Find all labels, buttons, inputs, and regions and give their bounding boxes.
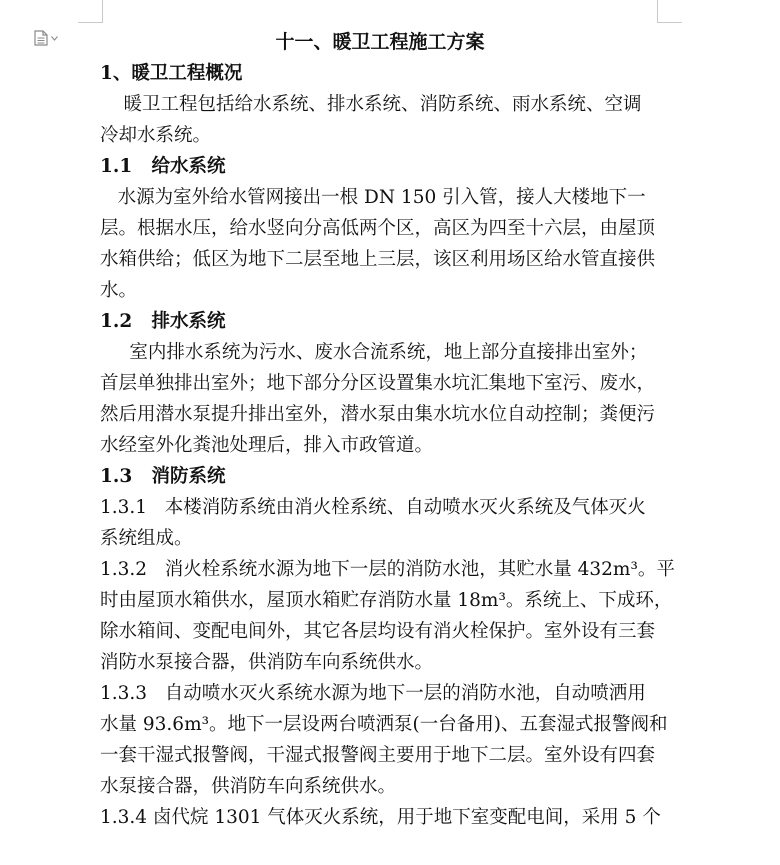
paragraph-water-supply [100, 182, 660, 306]
text-line: 然后用潜水泵提升排出室外，潜水泵由集水坑水位自动控制；粪便污 [100, 404, 656, 425]
paragraph-intro [100, 89, 660, 151]
paragraph-1-3-3 [100, 678, 668, 802]
text-line: 水箱供给；低区为地下二层至地上三层，该区利用场区给水管直接供 [100, 249, 656, 270]
section-heading-fire-protection: 1.3 消防系统 [100, 466, 226, 487]
text-line: 层。根据水压，给水竖向分高低两个区，高区为四至十六层，由屋顶 [100, 218, 656, 239]
text-line: 暖卫工程包括给水系统、排水系统、消防系统、雨水系统、空调 [100, 94, 642, 115]
document-title: 十一、暖卫工程施工方案 [275, 31, 485, 53]
paragraph-1-3-2 [100, 554, 675, 678]
text-line: 冷却水系统。 [100, 125, 212, 146]
document-body [100, 26, 675, 833]
text-line: 水经室外化粪池处理后，排入市政管道。 [100, 435, 434, 456]
paste-options-icon [34, 30, 48, 46]
paragraph-drainage [100, 337, 660, 461]
margin-crop-mark-left [78, 0, 103, 23]
paste-options-button[interactable] [34, 30, 64, 46]
text-line: 除水箱间、变配电间外，其它各层均设有消火栓保护。室外设有三套 [100, 621, 656, 642]
section-heading-drainage: 1.2 排水系统 [100, 311, 226, 332]
margin-crop-mark-right [657, 0, 682, 23]
text-line: 时由屋顶水箱供水，屋顶水箱贮存消防水量 18m³。系统上、下成环， [100, 590, 673, 611]
text-line: 水源为室外给水管网接出一根 DN 150 引入管，接人大楼地下一 [100, 187, 646, 208]
text-line: 1.3.1 本楼消防系统由消火栓系统、自动喷水灭火系统及气体灭火 [100, 497, 646, 518]
text-line: 水。 [100, 280, 138, 301]
text-line: 1.3.4 卤代烷 1301 气体灭火系统，用于地下室变配电间，采用 5 个 [100, 807, 661, 828]
text-line: 首层单独排出室外；地下部分分区设置集水坑汇集地下室污、废水， [100, 373, 656, 394]
paragraph-1-3-4 [100, 802, 660, 833]
text-line: 1.3.3 自动喷水灭火系统水源为地下一层的消防水池，自动喷洒用 [100, 683, 646, 704]
section-heading-overview: 1、暖卫工程概况 [100, 63, 243, 84]
text-line: 1.3.2 消火栓系统水源为地下一层的消防水池，其贮水量 432m³。平 [100, 559, 675, 580]
paragraph-1-3-1 [100, 492, 660, 554]
chevron-down-icon [51, 36, 58, 41]
text-line: 水泵接合器，供消防车向系统供水。 [100, 776, 397, 797]
text-line: 消防水泵接合器，供消防车向系统供水。 [100, 652, 434, 673]
text-line: 室内排水系统为污水、废水合流系统，地上部分直接排出室外； [100, 342, 648, 363]
section-heading-water-supply: 1.1 给水系统 [100, 156, 226, 177]
text-line: 一套干湿式报警阀，干湿式报警阀主要用于地下二层。室外设有四套 [100, 745, 656, 766]
text-line: 系统组成。 [100, 528, 193, 549]
text-line: 水量 93.6m³。地下一层设两台喷洒泵(一台备用)、五套湿式报警阀和 [100, 714, 668, 735]
